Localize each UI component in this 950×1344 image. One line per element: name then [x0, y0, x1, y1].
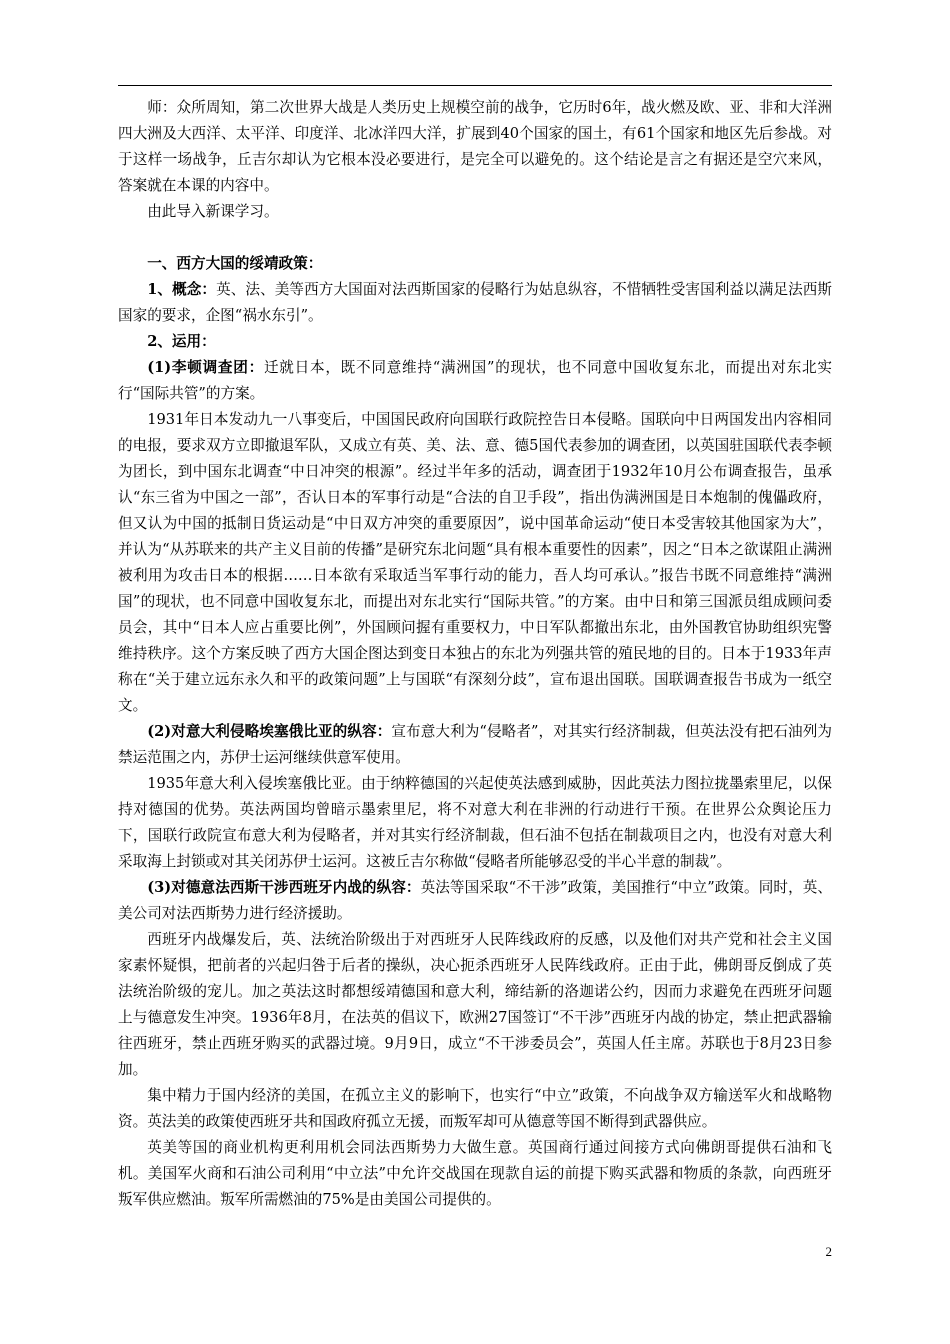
item3-text: 英法等国采取“不干涉”政策，美国推行“中立”政策。同时，英、美公司对法西斯势力进行经济援助。: [118, 879, 832, 922]
intro-transition: 由此导入新课学习。: [147, 203, 279, 220]
item3-detail-3: 英美等国的商业机构更利用机会同法西斯势力大做生意。英国商行通过间接方式向佛朗哥提供石油和飞机。美国军火商和石油公司利用“中立法”中允许交战国在现款自运的前提下购买武器和物质的条款，向西班牙叛军供应燃油。叛军所需燃油的75%是由美国公司提供的。: [118, 1139, 832, 1208]
page-body: [118, 95, 832, 1213]
item2-text: 宣布意大利为“侵略者”，对其实行经济制裁，但英法没有把石油列为禁运范围之内，苏伊士运河继续供意军使用。: [118, 723, 832, 766]
item3-label: (3)对德意法西斯干涉西班牙内战的纵容：: [147, 879, 421, 896]
concept-label: 1、概念：: [147, 281, 217, 298]
item2-label: (2)对意大利侵略埃塞俄比亚的纵容：: [147, 723, 392, 740]
item3-paragraph: [118, 875, 832, 927]
item3-detail-1: 西班牙内战爆发后，英、法统治阶级出于对西班牙人民阵线政府的反感，以及他们对共产党和社会主义国家素怀疑惧，把前者的兴起归咎于后者的操纵，决心扼杀西班牙人民阵线政府。正由于此，佛朗哥反倒成了英法统治阶级的宠儿。加之英法这时都想绥靖德国和意大利，缔结新的洛迦诺公约，因而力求避免在西班牙问题上与德意发生冲突。1936年8月，在法英的倡议下，欧洲27国签订“不干涉”西班牙内战的协定，禁止把武器输往西班牙，禁止西班牙购买的武器过境。9月9日，成立“不干涉委员会”，英国人任主席。苏联也于8月23日参加。: [118, 931, 832, 1078]
item2-paragraph: [118, 719, 832, 771]
concept-paragraph: [118, 277, 832, 329]
item2-detail: 1935年意大利入侵埃塞俄比亚。由于纳粹德国的兴起使英法感到威胁，因此英法力图拉拢墨索里尼，以保持对德国的优势。英法两国均曾暗示墨索里尼，将不对意大利在非洲的行动进行干预。在世界公众舆论压力下，国联行政院宣布意大利为侵略者，并对其实行经济制裁，但石油不包括在制裁项目之内，也没有对意大利采取海上封锁或对其关闭苏伊士运河。这被丘吉尔称做“侵略者所能够忍受的半心半意的制裁”。: [118, 775, 832, 870]
item1-detail: 1931年日本发动九一八事变后，中国国民政府向国联行政院控告日本侵略。国联向中日两国发出内容相同的电报，要求双方立即撤退军队，又成立有英、美、法、意、德5国代表参加的调查团，以英国驻国联代表李顿为团长，到中国东北调查“中日冲突的根源”。经过半年多的活动，调查团于1932年10月公布调查报告，虽承认“东三省为中国之一部”，否认日本的军事行动是“合法的自卫手段”，指出伪满洲国是日本炮制的傀儡政府，但又认为中国的抵制日货运动是“中日双方冲突的重要原因”，说中国革命运动“使日本受害较其他国家为大”，并认为“从苏联来的共产主义目前的传播”是研究东北问题“具有根本重要性的因素”，因之“日本之欲谋阻止满洲被利用为攻击日本的根据……日本欲有采取适当军事行动的能力，吾人均可承认。”报告书既不同意维持“满洲国”的现状，也不同意中国收复东北，而提出对东北实行“国际共管。”的方案。由中日和第三国派员组成顾问委员会，其中“日本人应占重要比例”，外国顾问握有重要权力，中日军队都撤出东北，由外国教官协助组织宪警维持秩序。这个方案反映了西方大国企图达到变日本独占的东北为列强共管的殖民地的目的。日本于1933年声称在“关于建立远东永久和平的政策问题”上与国联“有深刻分歧”，宣布退出国联。国联调查报告书成为一纸空文。: [118, 411, 832, 714]
concept-text: 英、法、美等西方大国面对法西斯国家的侵略行为姑息纵容，不惜牺牲受害国利益以满足法西斯国家的要求，企图“祸水东引”。: [118, 281, 833, 324]
page-number: 2: [825, 1244, 832, 1259]
intro-paragraph: 师：众所周知，第二次世界大战是人类历史上规模空前的战争，它历时6年，战火燃及欧、亚、非和大洋洲四大洲及大西洋、太平洋、印度洋、北冰洋四大洋，扩展到40个国家的国土，有61个国家和地区先后参战。对于这样一场战争，丘吉尔却认为它根本没必要进行，是完全可以避免的。这个结论是言之有据还是空穴来风，答案就在本课的内容中。: [118, 99, 832, 194]
item1-paragraph: [118, 355, 832, 407]
blank-line: [118, 225, 832, 251]
item1-label: (1)李顿调查团：: [147, 359, 264, 376]
item3-detail-2: 集中精力于国内经济的美国，在孤立主义的影响下，也实行“中立”政策，不向战争双方输送军火和战略物资。英法美的政策使西班牙共和国政府孤立无援，而叛军却可从德意等国不断得到武器供应。: [118, 1087, 832, 1130]
usage-heading: [118, 329, 832, 355]
usage-label: 2、运用：: [147, 333, 216, 350]
section-heading-text: 一、西方大国的绥靖政策：: [147, 255, 323, 272]
header-rule: [118, 85, 832, 86]
section-heading: [118, 251, 832, 277]
item1-text: 迁就日本，既不同意维持“满洲国”的现状，也不同意中国收复东北，而提出对东北实行“国际共管”的方案。: [118, 359, 832, 402]
